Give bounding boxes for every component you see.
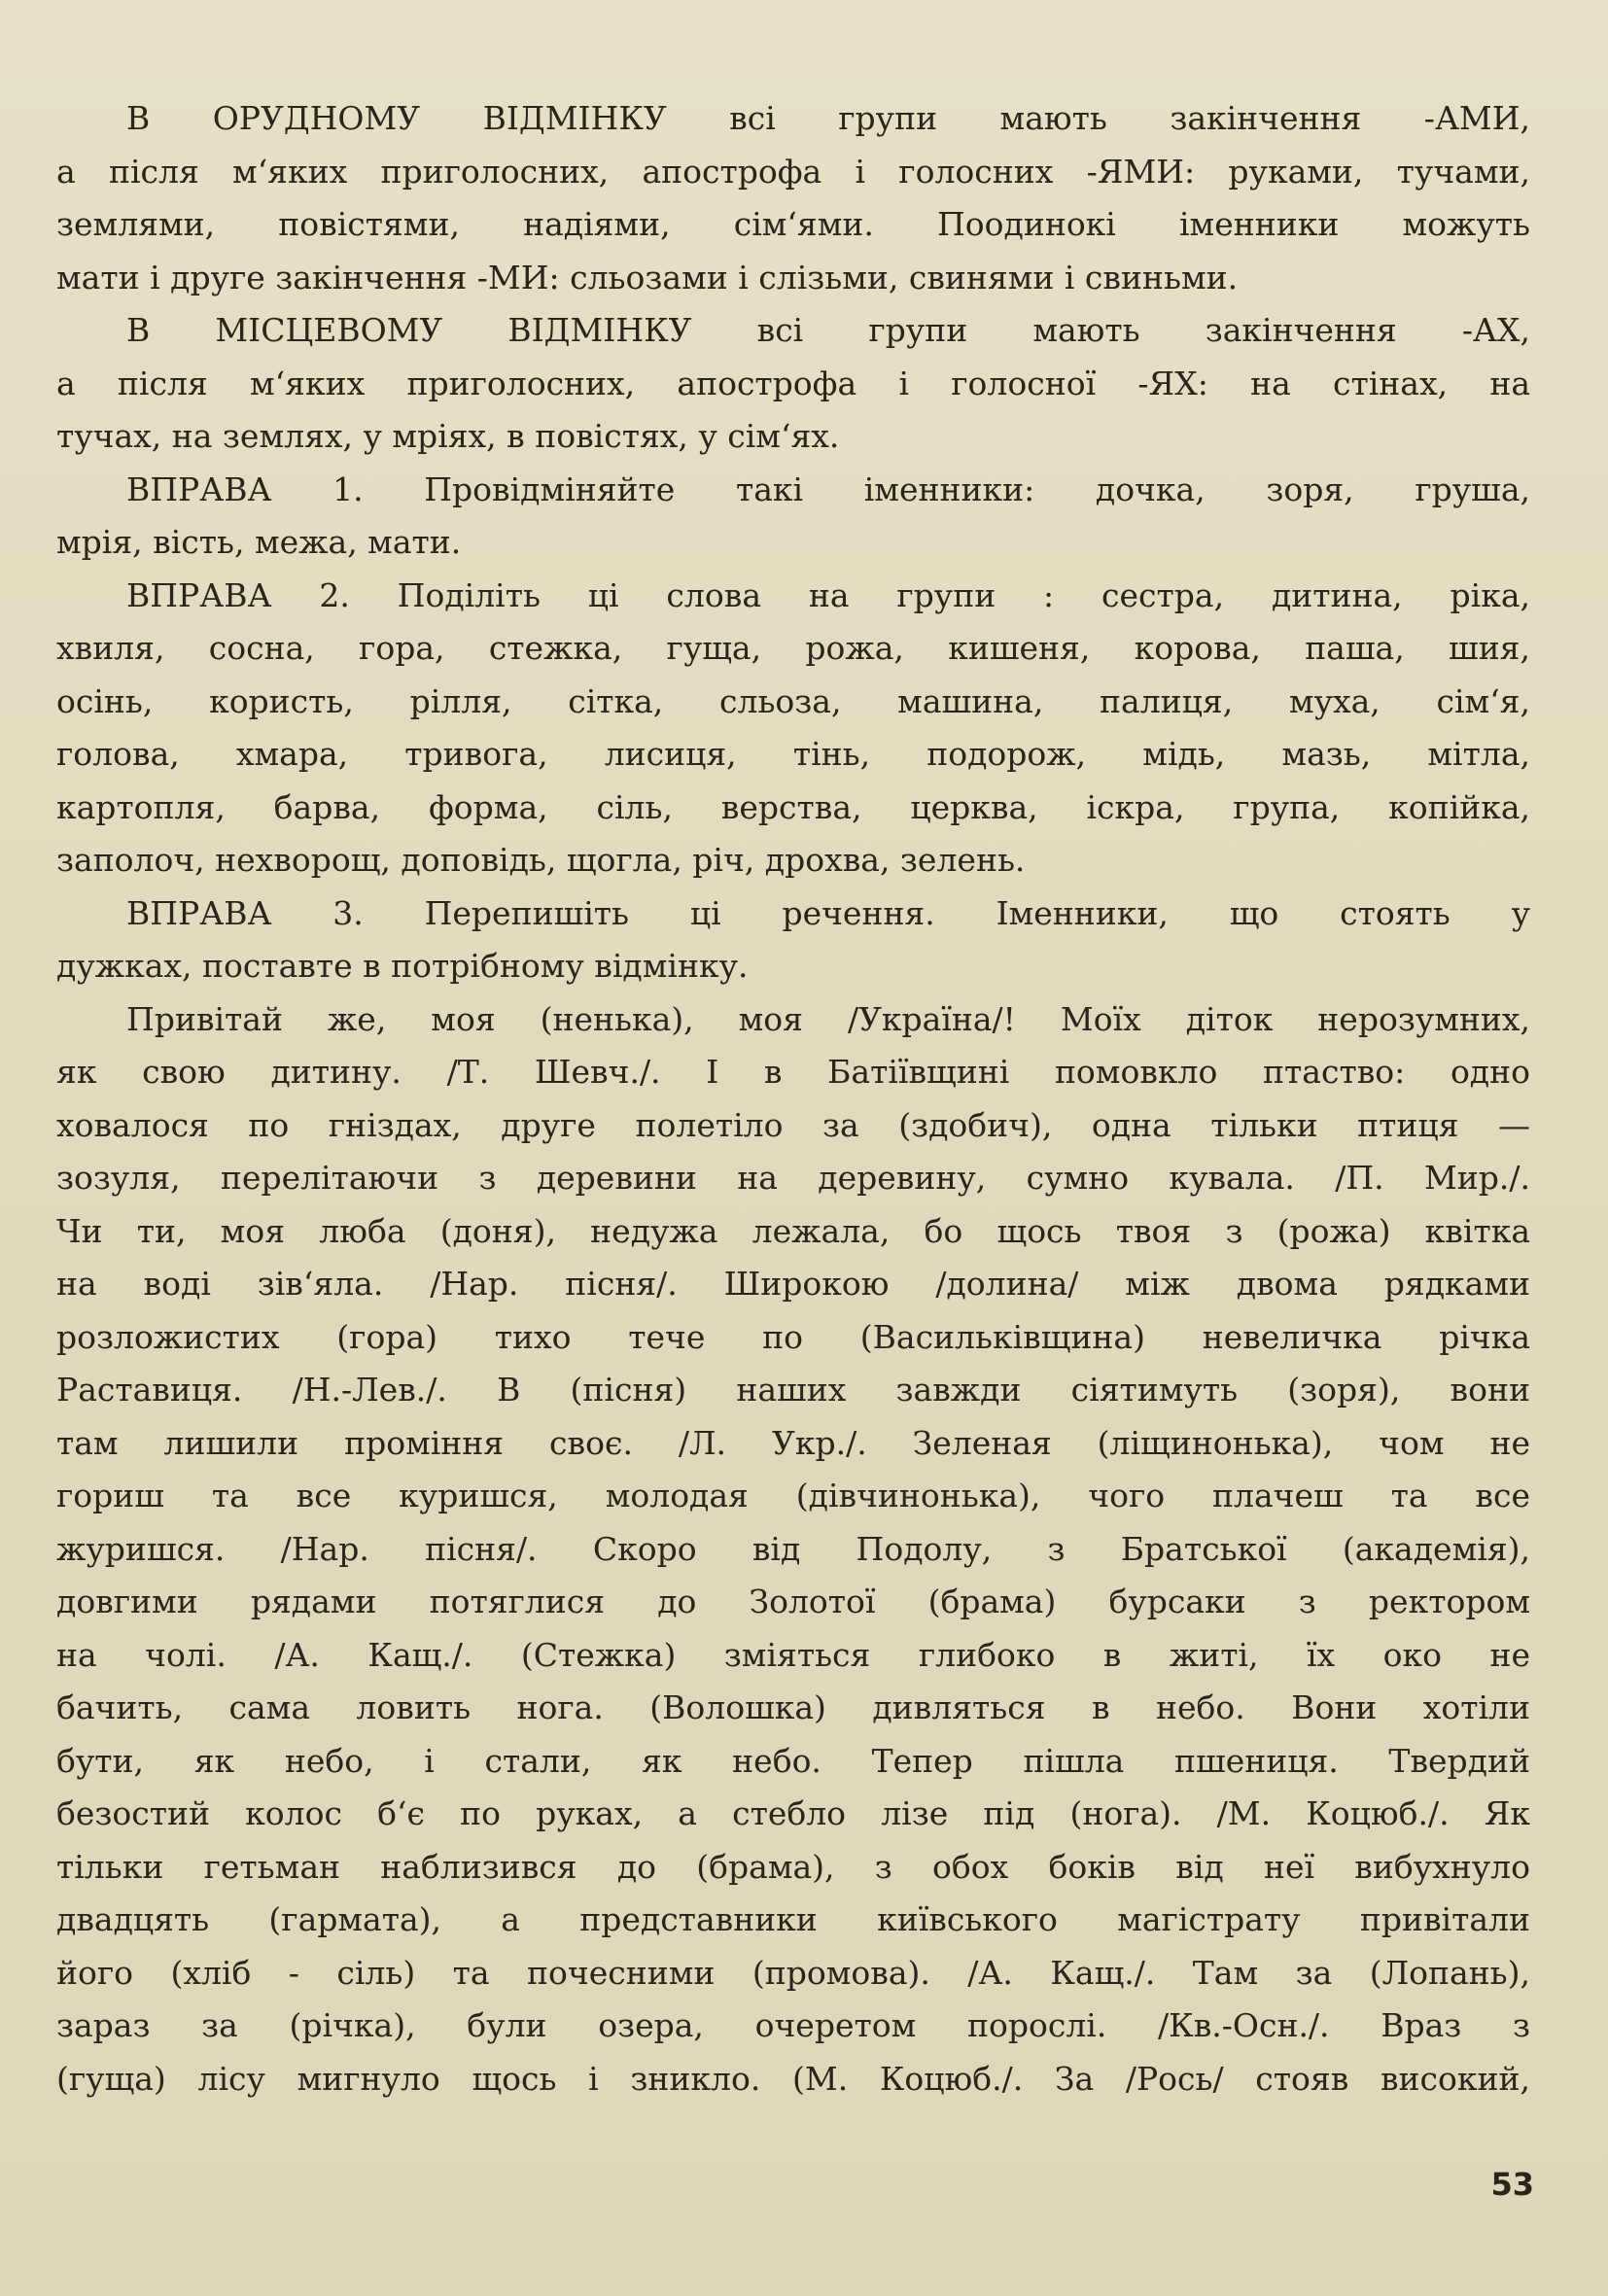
text-line: двадцять (гармата), а представники київського магістрату привітали xyxy=(56,1900,1530,1938)
text-line: Раставиця. /Н.-Лев./. В (пісня) наших завжди сіятимуть (зоря), вони xyxy=(56,1371,1530,1409)
text-line: там лишили проміння своє. /Л. Укр./. Зеленая (ліщинонька), чом не xyxy=(56,1423,1530,1462)
text-line: голова, хмара, тривога, лисиця, тінь, подорож, мідь, мазь, мітла, xyxy=(56,735,1530,773)
text-line: дужках, поставте в потрібному відмінку. xyxy=(56,947,749,985)
text-line: ВПРАВА 2. Поділіть ці слова на групи : сестра, дитина, ріка, xyxy=(126,575,1530,614)
text-line: на воді зів‘яла. /Нар. пісня/. Широкою /долина/ між двома рядками xyxy=(56,1265,1530,1303)
text-line: розложистих (гора) тихо тече по (Васильківщина) невеличка річка xyxy=(56,1317,1530,1356)
text-line: гориш та все куришся, молодая (дівчинонька), чого плачеш та все xyxy=(56,1477,1530,1514)
text-line: ВПРАВА 3. Перепишіть ці речення. Іменники, що стоять у xyxy=(126,893,1530,932)
text-line: журишся. /Нар. пісня/. Скоро від Подолу, з Братської (академія), xyxy=(56,1529,1530,1568)
text-line: бачить, сама ловить нога. (Волошка) дивляться в небо. Вони хотіли xyxy=(56,1688,1530,1726)
text-line: тільки гетьман наблизився до (брама), з обох боків від неї вибухнуло xyxy=(56,1847,1530,1886)
text-line: заполоч, нехворощ, доповідь, щогла, річ, дрохва, зелень. xyxy=(56,841,1026,879)
page-number: 53 xyxy=(1490,2166,1534,2203)
text-line: а після м‘яких приголосних, апострофа і голосних -ЯМИ: руками, тучами, xyxy=(56,152,1530,191)
text-line: Чи ти, моя люба (доня), недужа лежала, бо щось твоя з (рожа) квітка xyxy=(56,1211,1530,1250)
text-line: бути, як небо, і стали, як небо. Тепер пішла пшениця. Твердий xyxy=(56,1741,1530,1780)
text-line: В МІСЦЕВОМУ ВІДМІНКУ всі групи мають закінчення -АХ, xyxy=(126,311,1530,349)
text-line: довгими рядами потяглися до Золотої (брама) бурсаки з ректором xyxy=(56,1583,1530,1620)
text-line: хвиля, сосна, гора, стежка, гуща, рожа, кишеня, корова, паша, шия, xyxy=(56,629,1530,667)
text-line: його (хліб - сіль) та почесними (промова). /А. Кащ./. Там за (Лопань), xyxy=(56,1953,1530,1992)
text-line: Привітай же, моя (ненька), моя /Україна/! Моїх діток нерозумних, xyxy=(126,999,1530,1038)
text-line: зозуля, перелітаючи з деревини на деревину, сумно кувала. /П. Мир./. xyxy=(56,1159,1530,1197)
text-line: мати і друге закінчення -МИ: сльозами і слізьми, свинями і свиньми. xyxy=(56,258,1239,296)
text-line: на чолі. /А. Кащ./. (Стежка) зміяться глибоко в житі, їх око не xyxy=(56,1635,1530,1674)
text-line: мрія, вість, межа, мати. xyxy=(56,523,462,561)
text-line: В ОРУДНОМУ ВІДМІНКУ всі групи мають закінчення -АМИ, xyxy=(126,99,1530,137)
text-line: тучах, на землях, у мріях, в повістях, у сім‘ях. xyxy=(56,417,840,455)
text-line: а після м‘яких приголосних, апострофа і голосної -ЯХ: на стінах, на xyxy=(56,364,1530,402)
page-text xyxy=(56,92,1530,2105)
text-line: картопля, барва, форма, сіль, верства, церква, іскра, група, копійка, xyxy=(56,787,1530,826)
text-line: зараз за (річка), були озера, очеретом порослі. /Кв.-Осн./. Враз з xyxy=(56,2006,1530,2044)
text-line: (гуща) лісу мигнуло щось і зникло. (М. Коцюб./. За /Рось/ стояв високий, xyxy=(56,2059,1530,2098)
text-line: ВПРАВА 1. Провідміняйте такі іменники: дочка, зоря, груша, xyxy=(126,470,1530,508)
text-line: ховалося по гніздах, друге полетіло за (здобич), одна тільки птиця — xyxy=(56,1105,1530,1144)
text-line: осінь, користь, рілля, сітка, сльоза, машина, палиця, муха, сім‘я, xyxy=(56,681,1530,720)
text-line: землями, повістями, надіями, сім‘ями. Поодинокі іменники можуть xyxy=(56,205,1530,243)
text-line: безостий колос б‘є по руках, а стебло лізе під (нога). /М. Коцюб./. Як xyxy=(56,1794,1530,1832)
text-line: як свою дитину. /Т. Шевч./. І в Батіївщині помовкло птаство: одно xyxy=(56,1053,1530,1091)
